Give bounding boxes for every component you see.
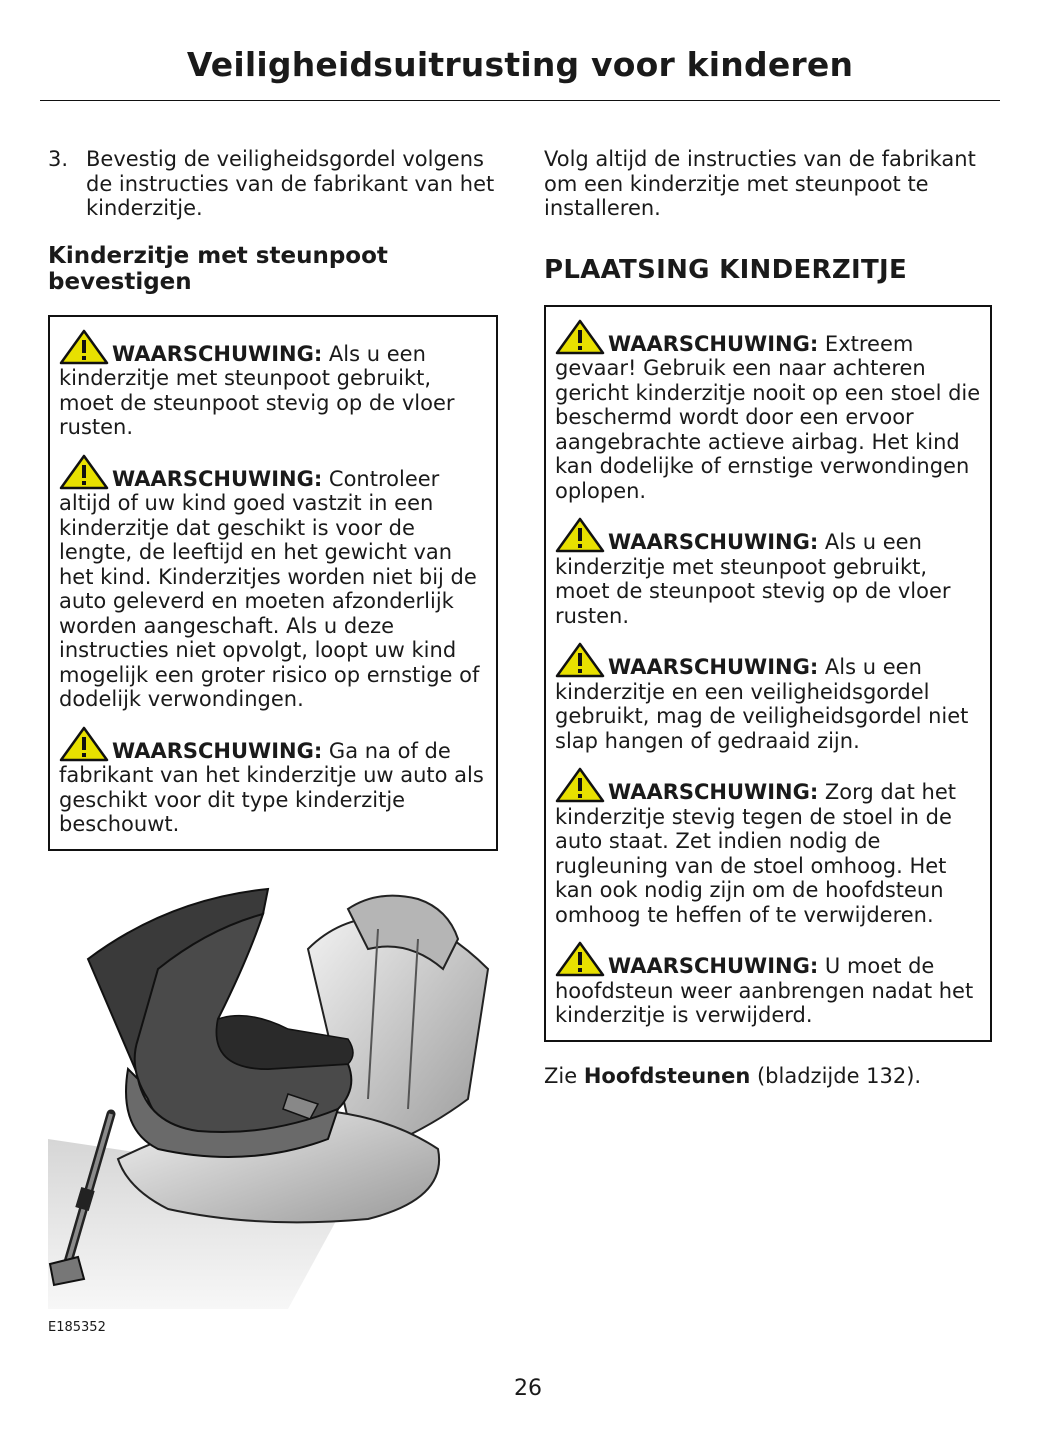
warning-item	[555, 319, 982, 504]
warning-triangle-icon	[555, 642, 605, 678]
step-text: Bevestig de veiligheidsgordel volgens de instructies van de fabrikant van het kinderzitje.	[86, 147, 495, 220]
section-heading-support-leg: Kinderzitje met steunpoot bevestigen	[48, 242, 388, 295]
warning-box-left	[48, 315, 498, 851]
section-heading-placement: PLAATSING KINDERZITJE	[544, 254, 908, 285]
step-3	[48, 147, 498, 221]
warning-label: WAARSCHUWING:	[608, 780, 819, 804]
reference-link[interactable]: Hoofdsteunen	[583, 1063, 751, 1088]
warning-label: WAARSCHUWING:	[608, 954, 819, 978]
warning-item	[59, 454, 488, 712]
warning-text: Zorg dat het kinderzitje stevig tegen de stoel in de auto staat. Zet indien nodig de rugleuning van de stoel omhoog. Het kan ook nodig zijn om de hoofdsteun omhoog te heffen of te verwijderen.	[555, 780, 957, 927]
warning-label: WAARSCHUWING:	[112, 738, 323, 763]
warning-item	[59, 329, 488, 440]
step-number: 3.	[48, 147, 69, 171]
warning-item	[59, 726, 488, 837]
warning-label: WAARSCHUWING:	[608, 530, 819, 554]
reference-line	[544, 1064, 992, 1089]
warning-triangle-icon	[555, 517, 605, 553]
warning-text: U moet de hoofdsteun weer aanbrengen nadat het kinderzitje is verwijderd.	[555, 954, 974, 1027]
warning-item	[555, 642, 982, 753]
warning-item	[555, 517, 982, 628]
warning-text: Als u een kinderzitje met steunpoot gebruikt, moet de steunpoot stevig op de vloer rusten.	[555, 530, 951, 628]
page-title: Veiligheidsuitrusting voor kinderen	[186, 45, 854, 84]
warning-text: Ga na of de fabrikant van het kinderzitje uw auto als geschikt voor dit type kinderzitje beschouwt.	[59, 738, 484, 836]
figure-id: E185352	[48, 1320, 106, 1335]
warning-text: Extreem gevaar! Gebruik een naar achteren gericht kinderzitje nooit op een stoel die beschermd wordt door een ervoor aangebrachte actieve airbag. Het kind kan dodelijke of ernstige verwondingen oplopen.	[555, 331, 981, 503]
warning-box-right	[544, 305, 992, 1042]
warning-label: WAARSCHUWING:	[608, 331, 819, 356]
warning-label: WAARSCHUWING:	[112, 341, 323, 366]
child-seat-support-leg-illustration	[48, 869, 498, 1309]
warning-text: Als u een kinderzitje met steunpoot gebruikt, moet de steunpoot stevig op de vloer rusten.	[59, 341, 455, 439]
warning-item	[555, 941, 982, 1028]
warning-triangle-icon	[59, 726, 109, 762]
warning-label: WAARSCHUWING:	[112, 466, 323, 491]
title-divider	[40, 100, 1000, 101]
warning-triangle-icon	[59, 454, 109, 490]
right-column	[544, 147, 992, 1088]
left-column	[48, 147, 498, 1341]
warning-triangle-icon	[555, 941, 605, 977]
page-number: 26	[514, 1376, 542, 1401]
warning-label: WAARSCHUWING:	[608, 655, 819, 679]
warning-triangle-icon	[59, 329, 109, 365]
reference-prefix: Zie	[544, 1063, 584, 1088]
warning-triangle-icon	[555, 767, 605, 803]
warning-text: Als u een kinderzitje en een veiligheidsgordel gebruikt, mag de veiligheidsgordel niet slap hangen of gedraaid zijn.	[555, 655, 969, 753]
warning-text: Controleer altijd of uw kind goed vastzit in een kinderzitje dat geschikt is voor de lengte, de leeftijd en het gewicht van het kind. Kinderzitjes worden niet bij de auto geleverd en moeten afzonderlijk worden aangeschaft. Als u deze instructies niet opvolgt, loopt uw kind mogelijk een groter risico op ernstige of dodelijk verwondingen.	[59, 466, 480, 711]
warning-triangle-icon	[555, 319, 605, 355]
intro-text: Volg altijd de instructies van de fabrikant om een kinderzitje met steunpoot te installeren.	[544, 147, 976, 220]
reference-suffix: (bladzijde 132).	[750, 1063, 922, 1088]
warning-item	[555, 767, 982, 927]
